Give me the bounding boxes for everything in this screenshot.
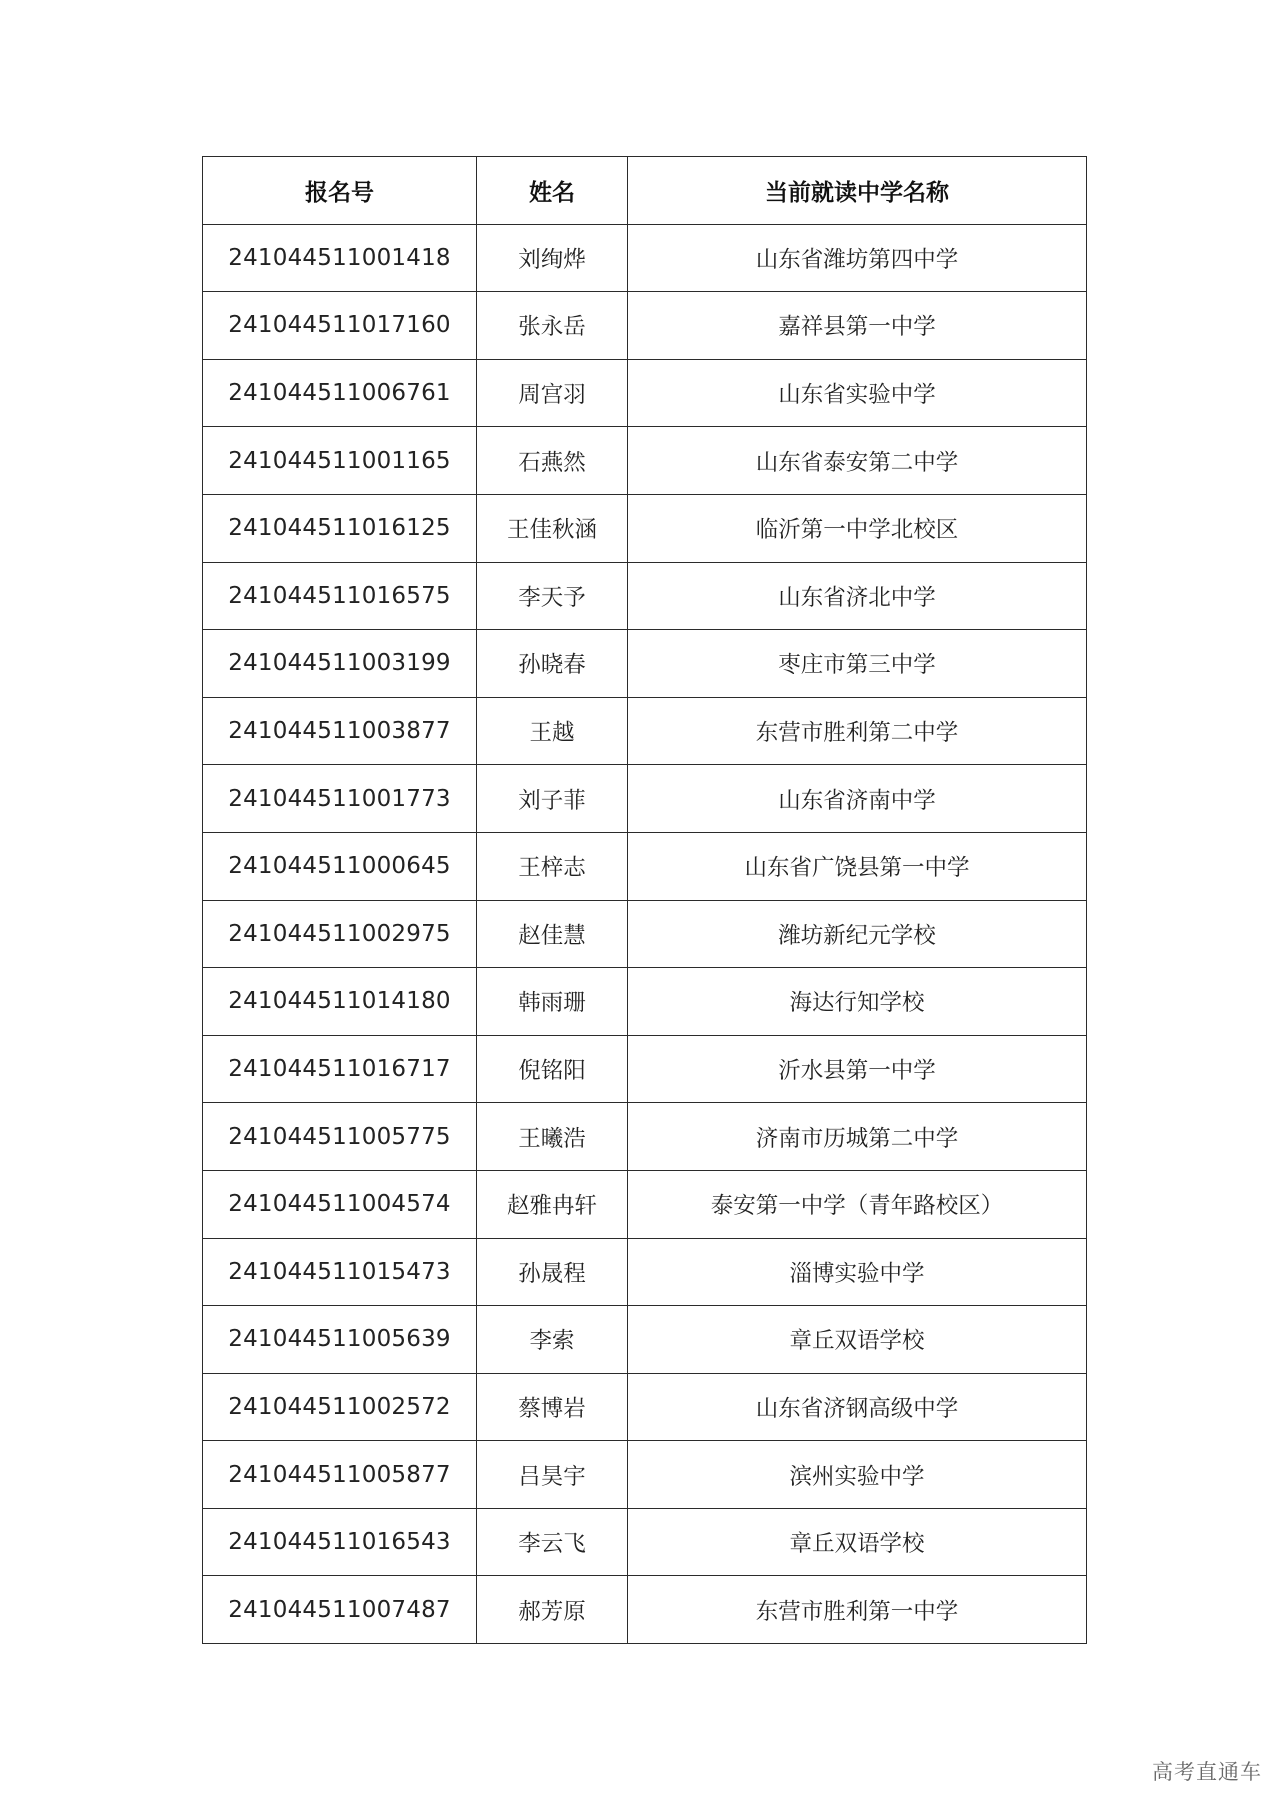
school-name-cell: 章丘双语学校 <box>628 1508 1087 1576</box>
student-name-cell: 张永岳 <box>477 292 628 360</box>
table-row <box>203 427 1087 495</box>
student-name-cell: 刘绚烨 <box>477 224 628 292</box>
student-name-cell: 王梓志 <box>477 832 628 900</box>
table-row <box>203 1576 1087 1644</box>
registration-number-cell: 241044511003877 <box>203 697 477 765</box>
registration-number-cell: 241044511001773 <box>203 765 477 833</box>
registration-number-cell: 241044511002975 <box>203 900 477 968</box>
student-name-cell: 倪铭阳 <box>477 1035 628 1103</box>
table-body <box>203 224 1087 1643</box>
registration-number-cell: 241044511005639 <box>203 1306 477 1374</box>
student-name-cell: 石燕然 <box>477 427 628 495</box>
student-name-cell: 赵雅冉轩 <box>477 1170 628 1238</box>
student-name-cell: 刘子菲 <box>477 765 628 833</box>
registration-number-cell: 241044511005775 <box>203 1103 477 1171</box>
registration-number-cell: 241044511001165 <box>203 427 477 495</box>
school-name-cell: 沂水县第一中学 <box>628 1035 1087 1103</box>
student-name-cell: 王佳秋涵 <box>477 494 628 562</box>
registration-number-cell: 241044511003199 <box>203 630 477 698</box>
watermark-text: 高考直通车 <box>1152 1760 1262 1784</box>
table-row <box>203 1441 1087 1509</box>
registration-number-cell: 241044511016125 <box>203 494 477 562</box>
student-name-cell: 蔡博岩 <box>477 1373 628 1441</box>
header-registration-number: 报名号 <box>203 157 477 225</box>
registration-number-cell: 241044511007487 <box>203 1576 477 1644</box>
registration-number-cell: 241044511016575 <box>203 562 477 630</box>
table-row <box>203 968 1087 1036</box>
student-name-cell: 李云飞 <box>477 1508 628 1576</box>
registration-number-cell: 241044511004574 <box>203 1170 477 1238</box>
registration-number-cell: 241044511016543 <box>203 1508 477 1576</box>
header-school: 当前就读中学名称 <box>628 157 1087 225</box>
student-name-cell: 李天予 <box>477 562 628 630</box>
school-name-cell: 山东省实验中学 <box>628 359 1087 427</box>
student-name-cell: 郝芳原 <box>477 1576 628 1644</box>
header-name: 姓名 <box>477 157 628 225</box>
school-name-cell: 山东省济南中学 <box>628 765 1087 833</box>
registration-number-cell: 241044511001418 <box>203 224 477 292</box>
table-row <box>203 1508 1087 1576</box>
school-name-cell: 滨州实验中学 <box>628 1441 1087 1509</box>
school-name-cell: 海达行知学校 <box>628 968 1087 1036</box>
student-roster-table <box>202 156 1087 1644</box>
school-name-cell: 山东省潍坊第四中学 <box>628 224 1087 292</box>
school-name-cell: 山东省济北中学 <box>628 562 1087 630</box>
school-name-cell: 淄博实验中学 <box>628 1238 1087 1306</box>
student-name-cell: 李索 <box>477 1306 628 1374</box>
student-name-cell: 韩雨珊 <box>477 968 628 1036</box>
student-name-cell: 孙晓春 <box>477 630 628 698</box>
student-name-cell: 王越 <box>477 697 628 765</box>
school-name-cell: 山东省广饶县第一中学 <box>628 832 1087 900</box>
table-row <box>203 494 1087 562</box>
table-row <box>203 697 1087 765</box>
table-row <box>203 562 1087 630</box>
registration-number-cell: 241044511015473 <box>203 1238 477 1306</box>
table-row <box>203 1306 1087 1374</box>
table-row <box>203 1238 1087 1306</box>
registration-number-cell: 241044511016717 <box>203 1035 477 1103</box>
student-name-cell: 周宫羽 <box>477 359 628 427</box>
table-row <box>203 1103 1087 1171</box>
school-name-cell: 山东省泰安第二中学 <box>628 427 1087 495</box>
school-name-cell: 东营市胜利第一中学 <box>628 1576 1087 1644</box>
table-row <box>203 292 1087 360</box>
table-row <box>203 900 1087 968</box>
school-name-cell: 山东省济钢高级中学 <box>628 1373 1087 1441</box>
school-name-cell: 枣庄市第三中学 <box>628 630 1087 698</box>
table-row <box>203 1373 1087 1441</box>
student-name-cell: 吕昊宇 <box>477 1441 628 1509</box>
school-name-cell: 嘉祥县第一中学 <box>628 292 1087 360</box>
school-name-cell: 章丘双语学校 <box>628 1306 1087 1374</box>
table-row <box>203 224 1087 292</box>
table-row <box>203 765 1087 833</box>
registration-number-cell: 241044511017160 <box>203 292 477 360</box>
school-name-cell: 济南市历城第二中学 <box>628 1103 1087 1171</box>
student-name-cell: 王曦浩 <box>477 1103 628 1171</box>
table-row <box>203 832 1087 900</box>
registration-number-cell: 241044511014180 <box>203 968 477 1036</box>
table-row <box>203 630 1087 698</box>
table-row <box>203 1170 1087 1238</box>
table-row <box>203 359 1087 427</box>
registration-number-cell: 241044511000645 <box>203 832 477 900</box>
table-header-row <box>203 157 1087 225</box>
registration-number-cell: 241044511002572 <box>203 1373 477 1441</box>
student-name-cell: 孙晟程 <box>477 1238 628 1306</box>
school-name-cell: 东营市胜利第二中学 <box>628 697 1087 765</box>
school-name-cell: 潍坊新纪元学校 <box>628 900 1087 968</box>
student-name-cell: 赵佳慧 <box>477 900 628 968</box>
registration-number-cell: 241044511006761 <box>203 359 477 427</box>
school-name-cell: 泰安第一中学（青年路校区） <box>628 1170 1087 1238</box>
registration-number-cell: 241044511005877 <box>203 1441 477 1509</box>
table-row <box>203 1035 1087 1103</box>
school-name-cell: 临沂第一中学北校区 <box>628 494 1087 562</box>
